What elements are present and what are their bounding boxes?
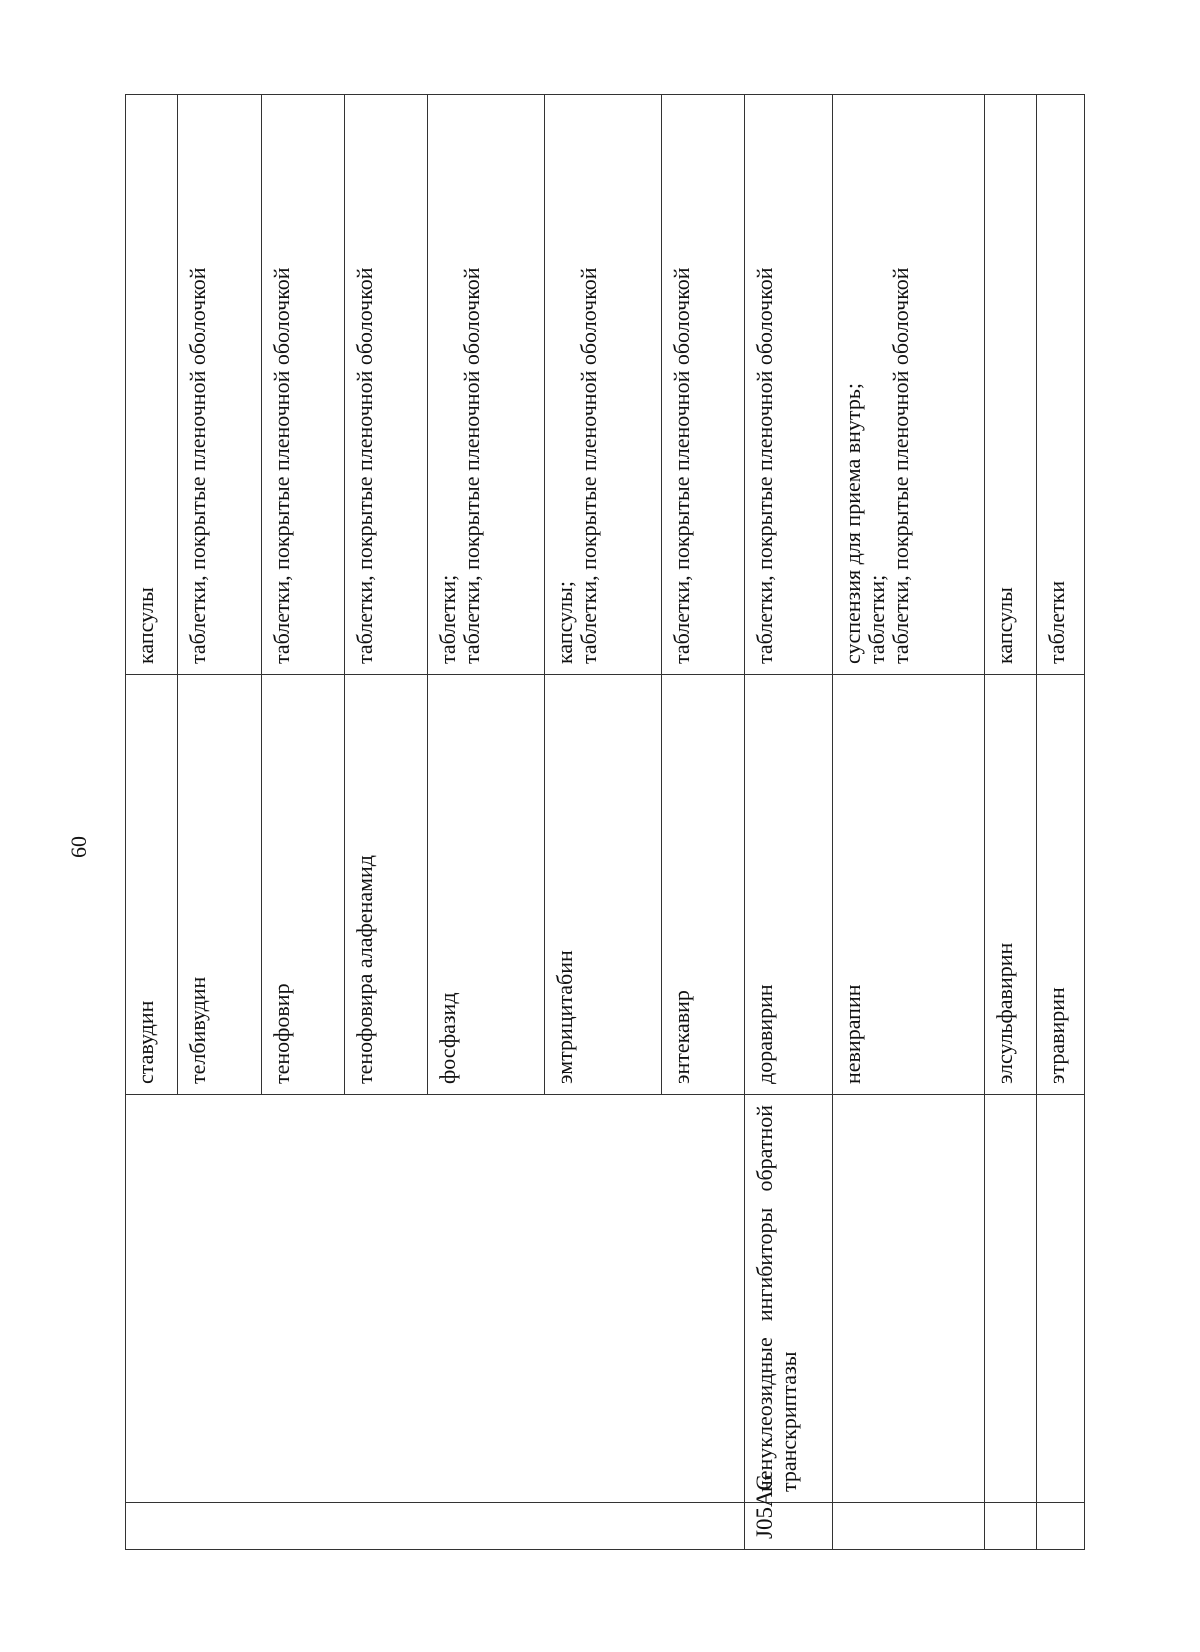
- group-cell: [832, 1095, 984, 1503]
- dosage-form-cell: [745, 95, 833, 675]
- drug-name-cell: невирапин: [832, 675, 984, 1095]
- dosage-form-cell: [661, 95, 744, 675]
- drug-name-cell: ставудин: [126, 675, 178, 1095]
- drug-table-rotated: [125, 95, 1085, 1550]
- dosage-form-cell: [178, 95, 261, 675]
- drug-name-cell: элсульфавирин: [984, 675, 1036, 1095]
- table-row: [832, 95, 984, 1550]
- group-cell: [1036, 1095, 1084, 1503]
- table-row: [745, 95, 833, 1550]
- dosage-form-line: таблетки, покрытые пленочной оболочкой: [752, 267, 778, 664]
- group-cell: [126, 1095, 745, 1503]
- drug-name-cell: доравирин: [745, 675, 833, 1095]
- drug-name-cell: тенофовира алафенамид: [344, 675, 427, 1095]
- drug-table-container: [125, 95, 1085, 1550]
- atc-code-cell: [984, 1503, 1036, 1550]
- drug-table: [125, 94, 1085, 1550]
- drug-name-cell: энтекавир: [661, 675, 744, 1095]
- group-cell: [984, 1095, 1036, 1503]
- drug-name-cell: этравирин: [1036, 675, 1084, 1095]
- dosage-form-line: таблетки;: [863, 574, 889, 664]
- drug-name-cell: эмтрицитабин: [545, 675, 662, 1095]
- table-row: [126, 95, 178, 1550]
- dosage-form-line: таблетки;: [435, 574, 461, 664]
- atc-code-cell: [832, 1503, 984, 1550]
- group-cell: ненуклеозидные ингибиторы обратной транскриптазы: [745, 1095, 833, 1503]
- dosage-form-line: таблетки, покрытые пленочной оболочкой: [887, 267, 913, 664]
- dosage-form-line: таблетки, покрытые пленочной оболочкой: [459, 267, 485, 664]
- atc-code-cell: [126, 1503, 745, 1550]
- dosage-form-line: суспензия для приема внутрь;: [839, 383, 865, 664]
- dosage-form-line: таблетки, покрытые пленочной оболочкой: [351, 267, 377, 664]
- drug-name-cell: фосфазид: [428, 675, 545, 1095]
- dosage-form-cell: [261, 95, 344, 675]
- dosage-form-line: таблетки, покрытые пленочной оболочкой: [576, 267, 602, 664]
- table-row: [1036, 95, 1084, 1550]
- dosage-form-line: таблетки, покрытые пленочной оболочкой: [268, 267, 294, 664]
- dosage-form-line: таблетки, покрытые пленочной оболочкой: [668, 267, 694, 664]
- dosage-form-cell: [1036, 95, 1084, 675]
- dosage-form-cell: [545, 95, 662, 675]
- table-row: [984, 95, 1036, 1550]
- drug-name-cell: тенофовир: [261, 675, 344, 1095]
- dosage-form-line: таблетки: [1043, 580, 1069, 664]
- dosage-form-cell: [126, 95, 178, 675]
- dosage-form-line: капсулы;: [552, 581, 578, 664]
- dosage-form-line: капсулы: [991, 587, 1017, 664]
- dosage-form-cell: [344, 95, 427, 675]
- atc-code-cell: [1036, 1503, 1084, 1550]
- page-number: 60: [66, 836, 91, 858]
- dosage-form-line: таблетки, покрытые пленочной оболочкой: [185, 267, 211, 664]
- drug-name-cell: телбивудин: [178, 675, 261, 1095]
- dosage-form-cell: [428, 95, 545, 675]
- dosage-form-cell: [832, 95, 984, 675]
- dosage-form-cell: [984, 95, 1036, 675]
- atc-code-cell: J05AG: [745, 1503, 833, 1550]
- dosage-form-line: капсулы: [133, 587, 158, 664]
